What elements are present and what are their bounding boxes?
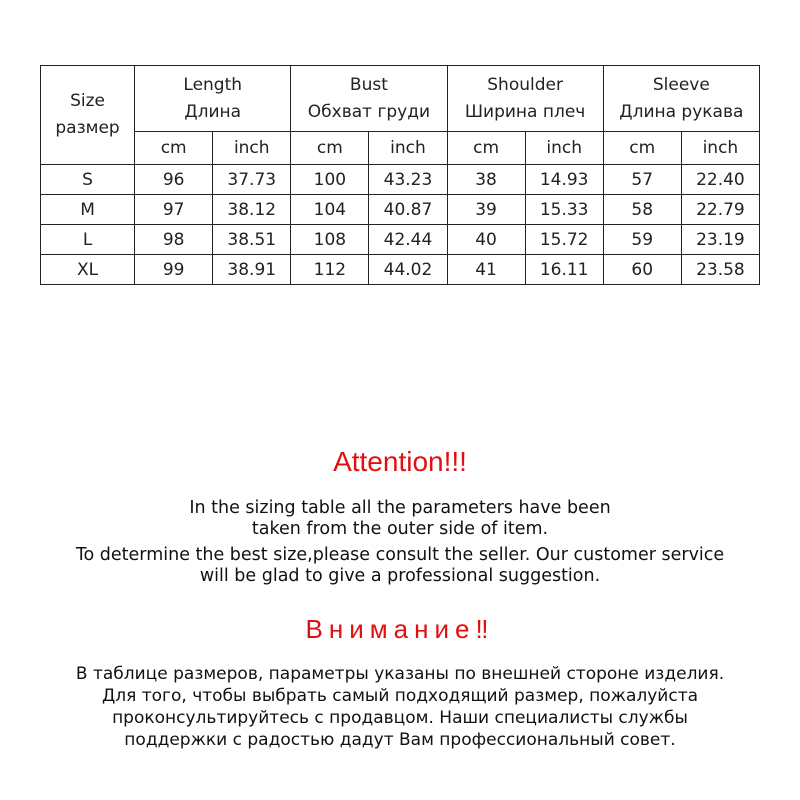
- table-row: [41, 225, 760, 255]
- table-cell: 38.91: [213, 255, 291, 285]
- table-cell: 40: [447, 225, 525, 255]
- table-cell: 23.58: [681, 255, 759, 285]
- bust-header-en: Bust: [349, 74, 388, 95]
- notice-line: Для того, чтобы выбрать самый подходящий размер, пожалуйста: [101, 686, 699, 706]
- bust-header-ru: Обхват груди: [307, 101, 431, 122]
- table-cell: 42.44: [369, 225, 447, 255]
- length-header-ru: Длина: [184, 101, 242, 122]
- size-header-ru: размер: [55, 118, 120, 138]
- length-header-en: Length: [183, 74, 243, 95]
- unit-cell: inch: [525, 132, 603, 165]
- attention-title-ru: Внимание‼: [305, 614, 495, 644]
- notice-line: проконсультируйтесь с продавцом. Наши специалисты службы: [112, 708, 688, 728]
- notice-line: In the sizing table all the parameters have been: [189, 498, 611, 518]
- table-cell: 97: [135, 195, 213, 225]
- shoulder-header-cell: [447, 66, 603, 132]
- table-cell: 98: [135, 225, 213, 255]
- table-cell: 112: [291, 255, 369, 285]
- table-cell: 59: [603, 225, 681, 255]
- size-label-cell: M: [41, 195, 135, 225]
- size-header-en: Size: [70, 91, 105, 111]
- unit-cell: inch: [681, 132, 759, 165]
- notice-paragraph-en-2: [0, 545, 800, 587]
- table-cell: 60: [603, 255, 681, 285]
- table-cell: 38.51: [213, 225, 291, 255]
- shoulder-header-en: Shoulder: [487, 74, 563, 95]
- table-cell: 43.23: [369, 165, 447, 195]
- bust-header-cell: [291, 66, 447, 132]
- notice-line: taken from the outer side of item.: [251, 519, 549, 539]
- table-cell: 22.79: [681, 195, 759, 225]
- attention-title-en: Attention!!!: [333, 446, 467, 477]
- size-label-cell: L: [41, 225, 135, 255]
- length-header-cell: [135, 66, 291, 132]
- table-header-row: [41, 66, 760, 132]
- table-row: [41, 255, 760, 285]
- table-cell: 99: [135, 255, 213, 285]
- table-row: [41, 165, 760, 195]
- table-cell: 38: [447, 165, 525, 195]
- table-cell: 23.19: [681, 225, 759, 255]
- table-cell: 100: [291, 165, 369, 195]
- unit-cell: cm: [603, 132, 681, 165]
- notice-paragraph-ru: [0, 663, 800, 751]
- notice-line: В таблице размеров, параметры указаны по внешней стороне изделия.: [75, 664, 725, 684]
- size-header-cell: [41, 66, 135, 165]
- table-row: [41, 195, 760, 225]
- unit-cell: cm: [291, 132, 369, 165]
- notice-line: To determine the best size,please consult the seller. Our customer service: [75, 545, 725, 565]
- table-cell: 40.87: [369, 195, 447, 225]
- table-cell: 44.02: [369, 255, 447, 285]
- size-table: [40, 65, 760, 285]
- size-label-cell: S: [41, 165, 135, 195]
- notice-paragraph-en-1: [0, 498, 800, 540]
- table-cell: 14.93: [525, 165, 603, 195]
- unit-cell: cm: [135, 132, 213, 165]
- sleeve-header-en: Sleeve: [652, 74, 710, 95]
- table-cell: 58: [603, 195, 681, 225]
- unit-cell: inch: [213, 132, 291, 165]
- table-cell: 38.12: [213, 195, 291, 225]
- table-cell: 41: [447, 255, 525, 285]
- table-cell: 57: [603, 165, 681, 195]
- table-cell: 37.73: [213, 165, 291, 195]
- notice-line: поддержки с радостью дадут Вам профессиональный совет.: [124, 730, 676, 750]
- table-cell: 16.11: [525, 255, 603, 285]
- sleeve-header-ru: Длина рукава: [619, 101, 744, 122]
- size-label-cell: XL: [41, 255, 135, 285]
- unit-header-row: [41, 132, 760, 165]
- sleeve-header-cell: [603, 66, 759, 132]
- unit-cell: cm: [447, 132, 525, 165]
- notice-line: will be glad to give a professional suggestion.: [199, 566, 601, 586]
- table-cell: 104: [291, 195, 369, 225]
- unit-cell: inch: [369, 132, 447, 165]
- table-cell: 15.33: [525, 195, 603, 225]
- table-cell: 108: [291, 225, 369, 255]
- table-cell: 39: [447, 195, 525, 225]
- shoulder-header-ru: Ширина плеч: [464, 101, 586, 122]
- table-cell: 96: [135, 165, 213, 195]
- table-cell: 22.40: [681, 165, 759, 195]
- table-cell: 15.72: [525, 225, 603, 255]
